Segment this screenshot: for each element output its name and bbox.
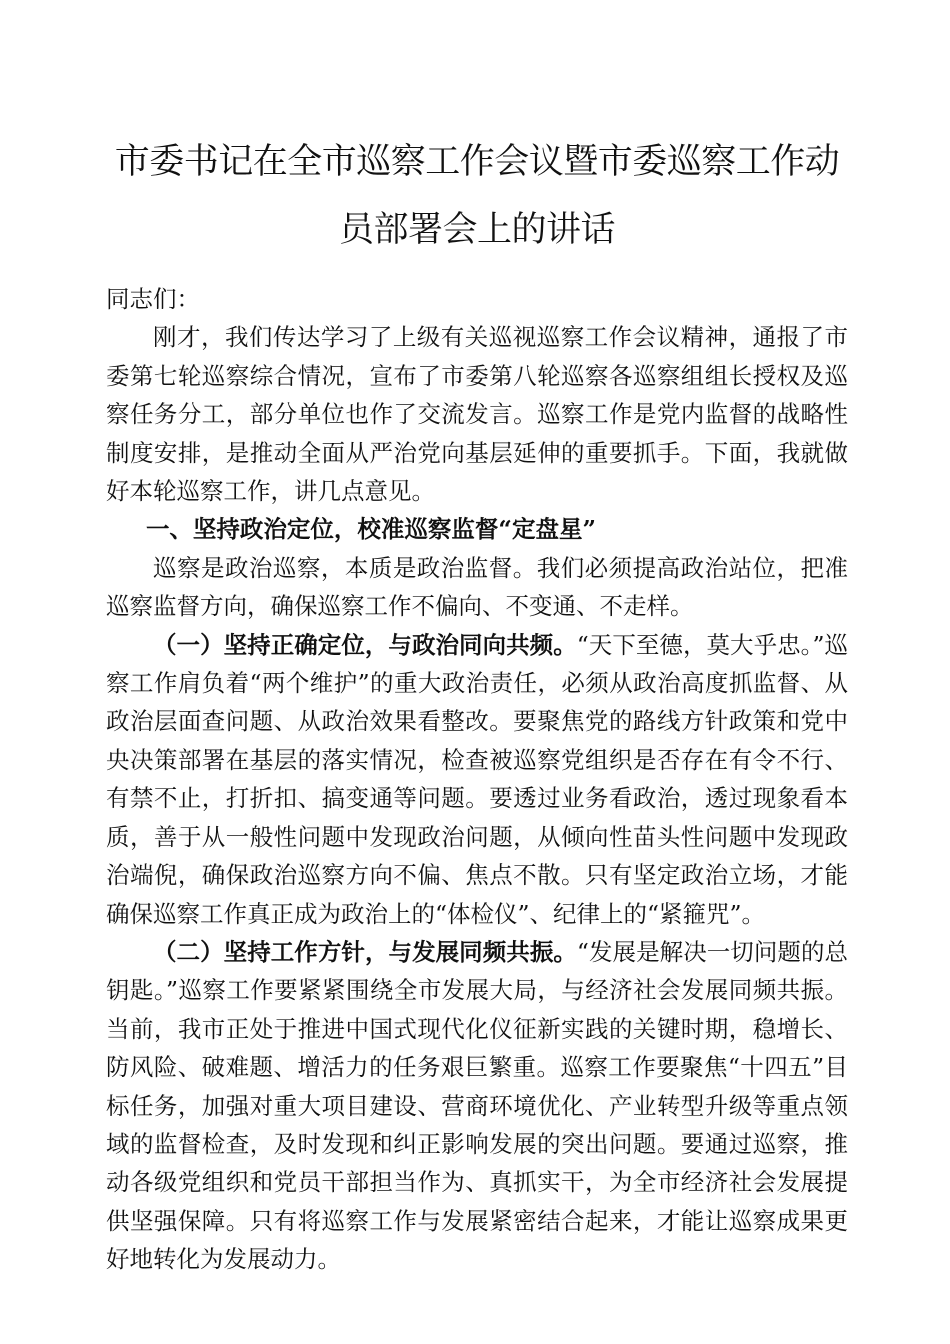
subsection-1-lead: （一）坚持正确定位，与政治同向共频。 — [153, 630, 577, 659]
subsection-1-text: “天下至德，莫大乎忠。”巡察工作肩负着“两个维护”的重大政治责任，必须从政治高度抓监督、从政治层面查问题、从政治效果看整改。要聚焦党的路线方针政策和党中央决策部署在基层的落实情况，检查被巡察党组织是否存在有令不行、有禁不止，打折扣、搞变通等问题。要透过业务看政治，透过现象看本质，善于从一般性问题中发现政治问题，从倾向性苗头性问题中发现政治端倪，确保政治巡察方向不偏、焦点不散。只有坚定政治立场，才能确保巡察工作真正成为政治上的“体检仪”、纪律上的“紧箍咒”。 — [106, 630, 848, 928]
subsection-1-paragraph — [106, 626, 848, 933]
title-line-1: 市委书记在全市巡察工作会议暨市委巡察工作动 — [114, 142, 840, 182]
title-line-2: 员部署会上的讲话 — [338, 210, 615, 250]
subsection-2-text: “发展是解决一切问题的总钥匙。”巡察工作要紧紧围绕全市发展大局，与经济社会发展同频共振。当前，我市正处于推进中国式现代化仪征新实践的关键时期，稳增长、防风险、破难题、增活力的任务艰巨繁重。巡察工作要聚焦“十四五”目标任务，加强对重大项目建设、营商环境优化、产业转型升级等重点领域的监督检查，及时发现和纠正影响发展的突出问题。要通过巡察，推动各级党组织和党员干部担当作为、真抓实干，为全市经济社会发展提供坚强保障。只有将巡察工作与发展紧密结合起来，才能让巡察成果更好地转化为发展动力。 — [106, 937, 848, 1274]
section-heading-1: 一、坚持政治定位，校准巡察监督“定盘星” — [145, 515, 596, 544]
document-body — [106, 280, 848, 1279]
opening-paragraph: 刚才，我们传达学习了上级有关巡视巡察工作会议精神，通报了市委第七轮巡察综合情况，宣布了市委第八轮巡察各巡察组组长授权及巡察任务分工，部分单位也作了交流发言。巡察工作是党内监督的战略性制度安排，是推动全面从严治党向基层延伸的重要抓手。下面，我就做好本轮巡察工作，讲几点意见。 — [106, 323, 848, 506]
section1-intro-paragraph: 巡察是政治巡察，本质是政治监督。我们必须提高政治站位，把准巡察监督方向，确保巡察工作不偏向、不变通、不走样。 — [106, 553, 848, 621]
document-title — [97, 0, 857, 264]
salutation: 同志们： — [106, 285, 200, 313]
subsection-2-lead: （二）坚持工作方针，与发展同频共振。 — [153, 937, 577, 966]
document-page — [106, 0, 848, 1279]
subsection-2-paragraph — [106, 933, 848, 1279]
